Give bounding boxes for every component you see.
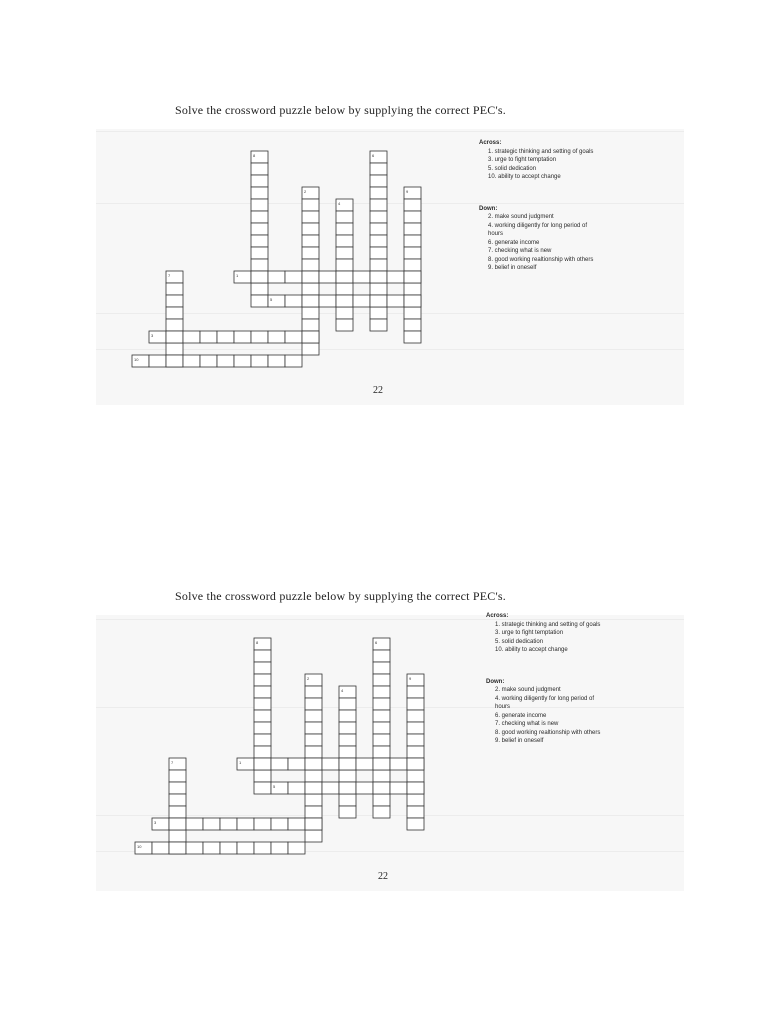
svg-text:1: 1: [236, 273, 239, 278]
entry-down-9: [407, 674, 424, 830]
svg-text:8: 8: [256, 640, 259, 645]
down-clue-9: 9. belief in oneself: [495, 738, 544, 744]
across-clue-5: 5. solid dedication: [495, 638, 544, 645]
entry-down-4: [336, 199, 353, 331]
svg-text:10: 10: [137, 844, 142, 849]
down-heading: Down:: [486, 678, 505, 685]
worksheet-page-1: [0, 103, 768, 403]
svg-text:2: 2: [304, 189, 307, 194]
worksheet-page-2: [0, 589, 768, 889]
entry-across-1: [237, 758, 424, 770]
svg-text:3: 3: [154, 820, 157, 825]
across-clue-3: 3. urge to fight temptation: [495, 630, 564, 636]
svg-text:5: 5: [270, 297, 273, 302]
svg-text:10: 10: [134, 357, 139, 362]
svg-text:2: 2: [307, 676, 310, 681]
entry-across-3: [149, 331, 319, 343]
svg-text:1: 1: [239, 760, 242, 765]
svg-text:8: 8: [253, 153, 256, 158]
svg-text:9: 9: [409, 676, 412, 681]
clue-spacer: [479, 182, 593, 205]
across-clue-10: 10. ability to accept change: [488, 174, 561, 180]
entry-across-5: [271, 782, 424, 794]
entry-down-4: [339, 686, 356, 818]
down-clue-8: 8. good working realtionship with others: [488, 256, 594, 263]
across-heading: Across:: [486, 613, 509, 619]
across-clue-5: 5. solid dedication: [488, 165, 537, 172]
across-clue-1: 1. strategic thinking and setting of goals: [488, 148, 594, 155]
page-number: 22: [373, 385, 383, 396]
across-clue-10: 10. ability to accept change: [495, 647, 568, 653]
down-clue-7: 7. checking what is new: [495, 721, 559, 727]
entry-across-10: [135, 842, 305, 854]
page-title: Solve the crossword puzzle below by supplying the correct PEC's.: [175, 103, 506, 117]
entry-down-7: [169, 758, 186, 854]
down-clue-4: 4. working diligently for long period of: [488, 222, 588, 229]
svg-text:6: 6: [375, 640, 378, 645]
clue-list: [486, 612, 600, 746]
entry-down-8: [251, 151, 268, 307]
clue-list: [479, 139, 593, 273]
svg-text:7: 7: [168, 273, 171, 278]
page-number: 22: [378, 871, 388, 882]
down-clue-9: 9. belief in oneself: [488, 265, 537, 271]
entry-down-8: [254, 638, 271, 794]
entry-across-3: [152, 818, 322, 830]
entry-across-1: [234, 271, 421, 283]
across-clue-3: 3. urge to fight temptation: [488, 157, 557, 163]
down-clue-2: 2. make sound judgment: [488, 214, 554, 220]
down-clue-6: 6. generate income: [495, 712, 547, 719]
svg-text:6: 6: [372, 153, 375, 158]
down-clue-4-continued: hours: [495, 704, 511, 710]
down-clue-4: 4. working diligently for long period of: [495, 695, 595, 702]
down-clue-8: 8. good working realtionship with others: [495, 729, 601, 736]
svg-text:3: 3: [151, 333, 154, 338]
down-clue-7: 7. checking what is new: [488, 248, 552, 254]
page-title: Solve the crossword puzzle below by supplying the correct PEC's.: [175, 589, 506, 603]
entry-across-5: [268, 295, 421, 307]
svg-text:4: 4: [341, 688, 344, 693]
across-heading: Across:: [479, 140, 502, 146]
crossword-grid: [0, 589, 768, 889]
entry-down-9: [404, 187, 421, 343]
down-clue-2: 2. make sound judgment: [495, 687, 561, 693]
clue-spacer: [486, 655, 600, 678]
down-clue-4-continued: hours: [488, 231, 504, 237]
crossword-grid: [0, 103, 768, 403]
svg-text:4: 4: [338, 201, 341, 206]
svg-text:7: 7: [171, 760, 174, 765]
svg-text:5: 5: [273, 784, 276, 789]
entry-down-7: [166, 271, 183, 367]
across-clue-1: 1. strategic thinking and setting of goals: [495, 621, 601, 628]
svg-text:9: 9: [406, 189, 409, 194]
entry-across-10: [132, 355, 302, 367]
down-heading: Down:: [479, 205, 498, 212]
down-clue-6: 6. generate income: [488, 239, 540, 246]
